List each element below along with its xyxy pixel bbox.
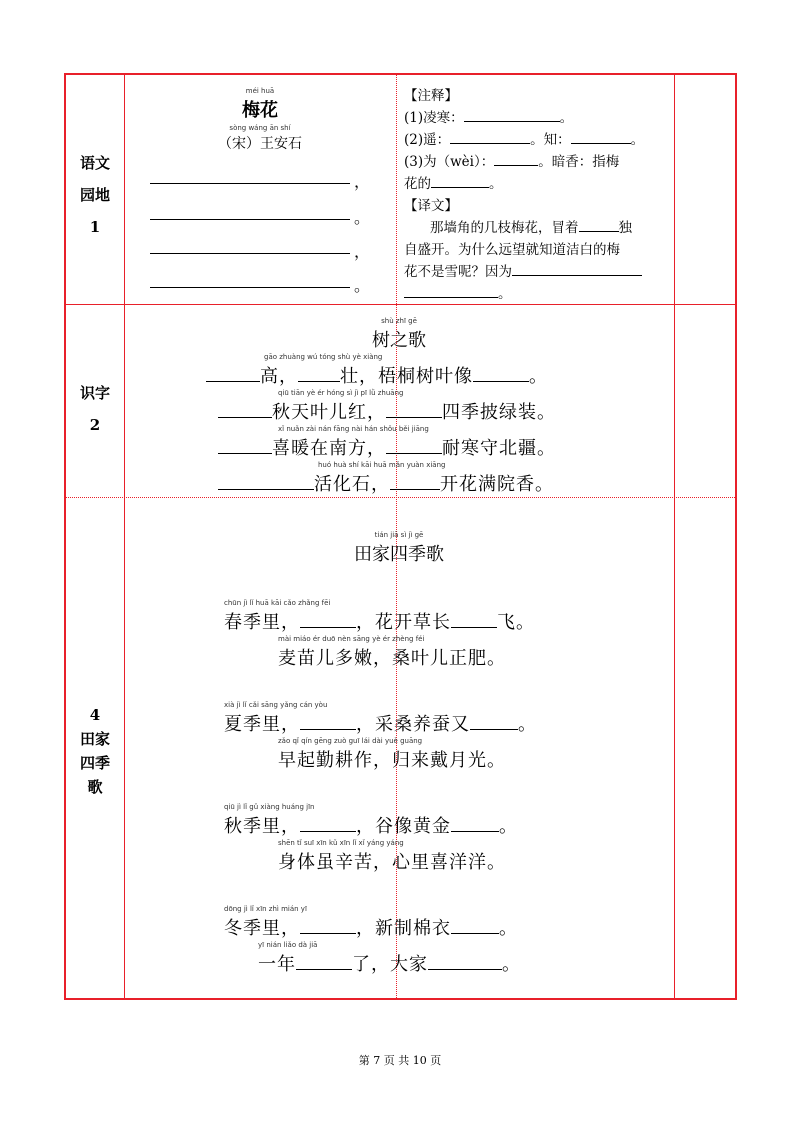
answer-blank[interactable]: [298, 380, 340, 382]
page-footer: 第 7 页 共 10 页: [358, 1054, 442, 1067]
verse-line: chūn jì lǐ huā kāi cǎo zhǎng fēi 春季里， ，花开草长 飞。: [224, 599, 535, 633]
verse-line: xià jì lǐ cǎi sāng yǎng cán yòu 夏季里， ，采桑养蚕又 。: [224, 701, 537, 735]
answer-blank[interactable]: [512, 274, 642, 276]
verse-line: yī nián liǎo dà jiā 一年 了，大家 。: [258, 941, 521, 975]
poem-title: 梅花: [242, 100, 278, 121]
answer-blank[interactable]: [386, 416, 442, 418]
answer-blank[interactable]: [473, 380, 529, 382]
answer-blank[interactable]: [428, 968, 502, 970]
answer-blank[interactable]: [300, 626, 356, 628]
answer-blank[interactable]: [431, 186, 489, 188]
answer-blank[interactable]: [390, 488, 440, 490]
answer-blank[interactable]: [300, 830, 356, 832]
verse-line: qiū tiān yè ér hóng sì jì pī lǜ zhuāng 秋天叶儿红， 四季披绿装。: [218, 389, 556, 424]
answer-blank[interactable]: [451, 830, 499, 832]
poem-author: （宋）王安石: [218, 136, 302, 152]
notes-block: 【注释】 (1)凌寒： 。 (2)遥： 。知： 。 (3)为（wèi）： 。暗香：指梅 花的 。 【译文】 那墙角的几枝梅花，冒着 独 自盛开。为什么远望就知道洁白的梅 花不是雪呢？因为 。: [404, 85, 669, 305]
answer-blank[interactable]: [300, 728, 356, 730]
verse-line: mài miáo ér duō nèn sāng yè ér zhèng féi 麦苗儿多嫩，桑叶儿正肥。: [278, 635, 506, 669]
divider: [66, 497, 735, 498]
answer-blank[interactable]: [579, 230, 619, 232]
verse-line: qiū jì lǐ gǔ xiàng huáng jīn 秋季里， ，谷像黄金 。: [224, 803, 518, 837]
verse-line: xǐ nuǎn zài nán fāng nài hán shǒu běi jiāng 喜暖在南方， 耐寒守北疆。: [218, 425, 556, 460]
poem-title: 树之歌: [372, 330, 426, 351]
answer-blank[interactable]: [218, 416, 272, 418]
answer-blank[interactable]: [218, 488, 314, 490]
answer-blank[interactable]: [150, 183, 350, 184]
answer-blank[interactable]: [494, 164, 538, 166]
answer-blank[interactable]: [150, 253, 350, 254]
verse-line: dōng jì lǐ xīn zhì mián yī 冬季里， ，新制棉衣 。: [224, 905, 518, 939]
verse-line: shēn tǐ suī xīn kǔ xīn lǐ xǐ yáng yáng 身体虽辛苦，心里喜洋洋。: [278, 839, 506, 873]
verse-line: gāo zhuàng wú tóng shù yè xiàng 高， 壮，梧桐树叶像 。: [206, 353, 548, 388]
answer-blank[interactable]: [464, 120, 560, 122]
answer-blank[interactable]: [470, 728, 518, 730]
poem-title: 田家四季歌: [354, 544, 444, 565]
answer-blank[interactable]: [300, 932, 356, 934]
answer-blank[interactable]: [451, 932, 499, 934]
answer-blank[interactable]: [218, 452, 272, 454]
answer-blank[interactable]: [150, 219, 350, 220]
answer-blank[interactable]: [386, 452, 442, 454]
answer-blank[interactable]: [150, 287, 350, 288]
notes-heading: 【注释】: [404, 88, 458, 104]
poem-header: méi huā 梅花 sòng wáng ān shí （宋）王安石: [124, 87, 396, 153]
answer-blank[interactable]: [296, 968, 352, 970]
verse-line: huó huà shí kāi huā mǎn yuàn xiāng 活化石， 开花满院香。: [218, 461, 554, 496]
worksheet-table: 语文 园地 1 méi huā 梅花 sòng wáng ān shí （宋）王安石 ， 。 ， 。 【注释】 (1)凌寒： 。 (2)遥： 。知： 。 (3)为（wèi）： 。暗香：指梅 花的 。 【译文】 那墙角的几枝梅花，冒着 独 自盛开。为什么远望就知道洁白的梅 花不是雪呢？因为 。 识字 2 shù zhī gē 树之歌 gāo zhuàng wú tóng shù yè xiàng 高， 壮，梧桐树叶像 。 qiū tiān yè ér hóng sì jì pī lǜ zhuāng 秋天叶儿红， 四季披绿装。 xǐ nuǎn zài nán fāng nài hán shǒu běi jiāng 喜暖在南方， 耐寒守北疆。 huó huà shí kāi huā mǎn yuàn xiāng 活化石， 开花满院香。 4 田家 四季 歌 tián jiā sì jì gē 田家四季歌 chūn jì lǐ huā kāi cǎo zhǎng fēi 春季里， ，花开草长 飞。 mài miáo ér duō nèn sāng yè ér zhèng féi 麦苗儿多嫩，桑叶儿正肥。 xià jì lǐ cǎi sāng yǎng cán yòu 夏季里， ，采桑养蚕又 。 zǎo qǐ qín gēng zuò guī lái dài yuè guāng 早起勤耕作，归来戴月光。 qiū jì lǐ gǔ xiàng huáng jīn 秋季里， ，谷像黄金 。 shēn tǐ suī xīn kǔ xīn lǐ xǐ yáng yáng 身体虽辛苦，心里喜洋洋。 dōng jì lǐ xīn zhì mián yī 冬季里， ，新制棉衣 。 yī nián liǎo dà jiā 一年 了，大家 。: [64, 73, 737, 1000]
row2-label: 识字 2: [79, 384, 110, 434]
verse-line: zǎo qǐ qín gēng zuò guī lái dài yuè guāng 早起勤耕作，归来戴月光。: [278, 737, 506, 771]
answer-blank[interactable]: [404, 296, 498, 298]
row1-label: 语文 园地 1: [79, 154, 110, 236]
answer-blank[interactable]: [571, 142, 631, 144]
poem-header: tián jiā sì jì gē 田家四季歌: [124, 531, 674, 566]
translation-heading: 【译文】: [404, 198, 458, 214]
divider: [674, 75, 675, 998]
answer-blank[interactable]: [450, 142, 530, 144]
answer-blank[interactable]: [451, 626, 497, 628]
answer-blank[interactable]: [206, 380, 260, 382]
row3-label: 4 田家 四季 歌: [79, 706, 110, 796]
poem-header: shù zhī gē 树之歌: [124, 317, 674, 352]
